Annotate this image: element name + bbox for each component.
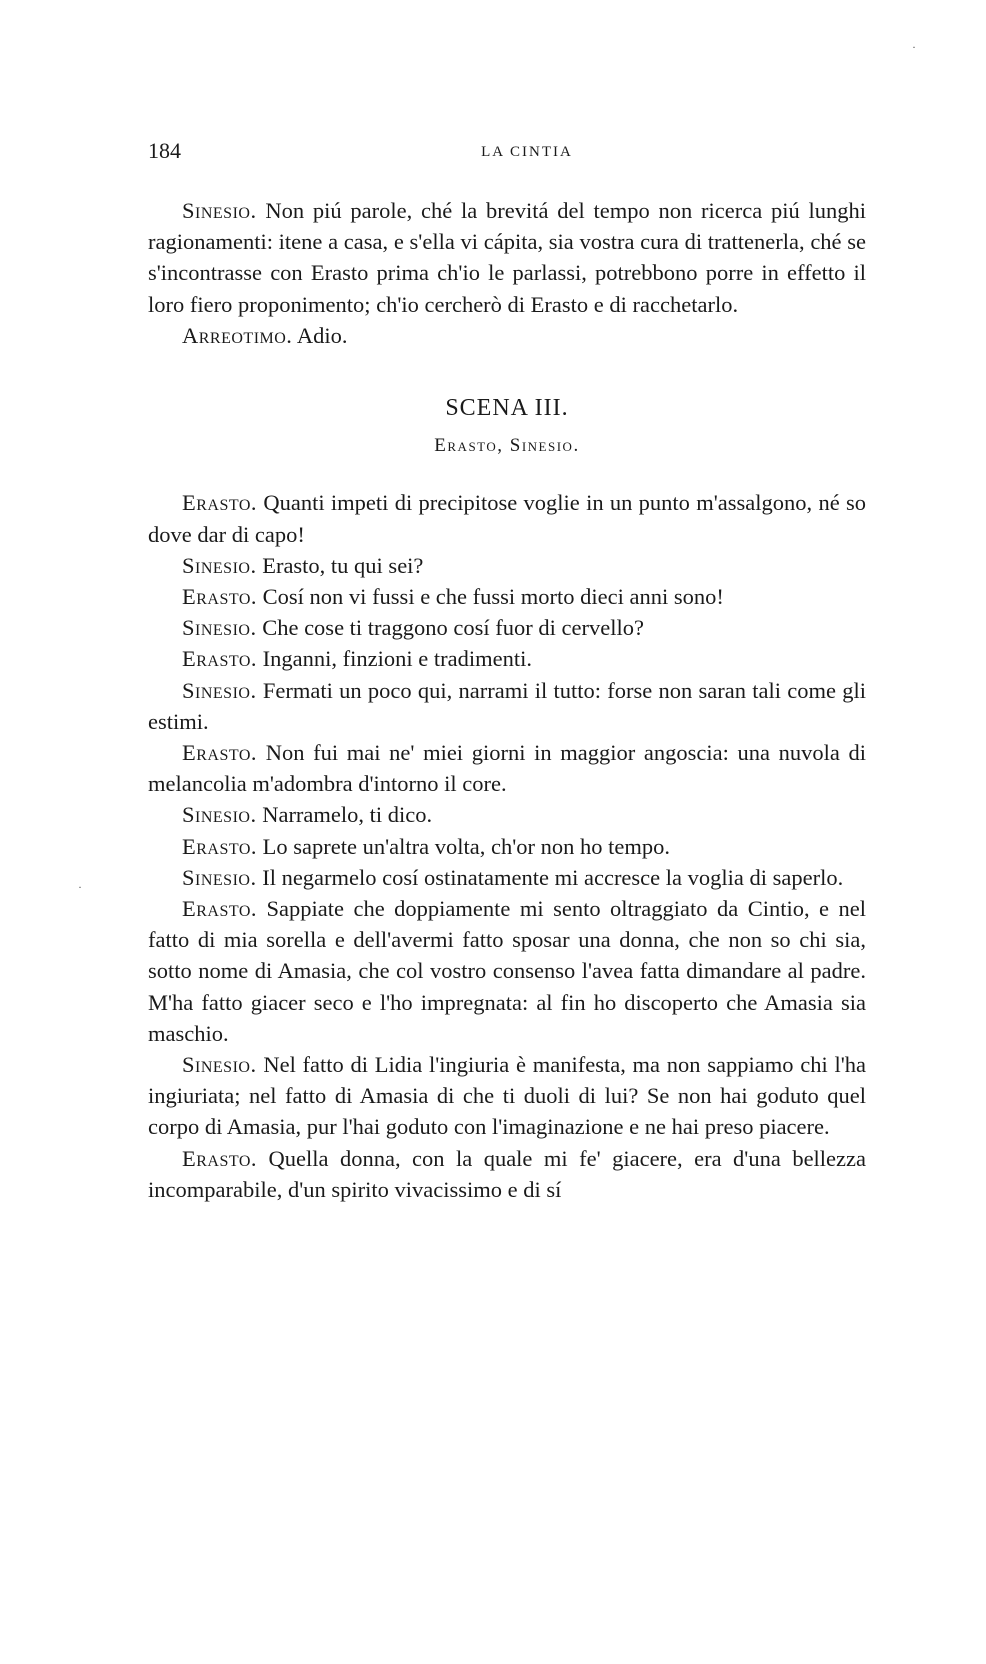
speech-text: Lo saprete un'altra volta, ch'or non ho tempo.	[262, 833, 671, 859]
speaker-name: Sinesio.	[182, 615, 257, 641]
speech-paragraph	[148, 612, 866, 643]
speech-text: Il negarmelo cosí ostinatamente mi accresce la voglia di saperlo.	[262, 864, 844, 890]
speech-text: Non fui mai ne' miei giorni in maggior angoscia: una nuvola di melancolia m'adombra d'intorno il core.	[148, 740, 867, 797]
speaker-name: Sinesio.	[182, 677, 257, 703]
speech-paragraph	[148, 195, 866, 320]
scan-speck: ·	[912, 40, 916, 54]
speech-text: Quanti impeti di precipitose voglie in un punto m'assalgono, né so dove dar di capo!	[148, 490, 867, 547]
speaker-name: Sinesio.	[182, 802, 257, 828]
speech-paragraph	[148, 550, 866, 581]
speech-text: Adio.	[296, 322, 348, 348]
body-text	[148, 195, 866, 1205]
speech-paragraph	[148, 320, 866, 351]
speech-paragraph	[148, 675, 866, 737]
scan-speck: ·	[78, 880, 82, 894]
speech-text: Nel fatto di Lidia l'ingiuria è manifesta, ma non sappiamo chi l'ha ingiuriata; nel fatto di Amasia di che ti duoli di lui? Se non hai goduto quel corpo di Amasia, pur l'hai goduto con l'imaginazione e ne hai preso piacere.	[148, 1052, 866, 1140]
running-title: LA CINTIA	[481, 144, 573, 160]
speech-paragraph	[148, 893, 866, 1049]
speech-paragraph	[148, 581, 866, 612]
speech-paragraph	[148, 831, 866, 862]
scene-characters: Erasto, Sinesio.	[434, 435, 580, 457]
speech-text: Narramelo, ti dico.	[262, 802, 433, 828]
speaker-name: Arreotimo.	[182, 322, 293, 348]
speaker-name: Sinesio.	[182, 864, 257, 890]
speaker-name: Erasto.	[182, 740, 258, 766]
speech-text: Quella donna, con la quale mi fe' giacere, era d'una bellezza incomparabile, d'un spirito vivacissimo e di sí	[148, 1145, 867, 1202]
speech-text: Fermati un poco qui, narrami il tutto: forse non saran tali come gli estimi.	[148, 677, 866, 734]
page-header	[148, 138, 876, 168]
speech-text: Non piú parole, ché la brevitá del tempo non ricerca piú lunghi ragionamenti: itene a casa, e s'ella vi cápita, sia vostra cura di trattenerla, ché se s'incontrasse con Erasto prima ch'io le parlassi, potrebbono porre in effetto il loro fiero proponimento; ch'io cercherò di Erasto e di racchetarlo.	[148, 198, 867, 317]
speaker-name: Sinesio.	[182, 198, 257, 223]
speech-text: Che cose ti traggono cosí fuor di cervello?	[262, 615, 644, 641]
speaker-name: Erasto.	[182, 646, 258, 672]
speech-text: Inganni, finzioni e tradimenti.	[262, 646, 532, 672]
speaker-name: Erasto.	[182, 896, 258, 922]
speech-paragraph	[148, 1143, 866, 1205]
speech-paragraph	[148, 1049, 866, 1143]
speech-paragraph	[148, 643, 866, 674]
page-number: 184	[148, 138, 181, 163]
speaker-name: Erasto.	[182, 1145, 258, 1171]
speaker-name: Sinesio.	[182, 1052, 257, 1078]
speech-paragraph	[148, 799, 866, 830]
scene-heading: SCENA III.	[445, 395, 569, 422]
speech-text: Erasto, tu qui sei?	[262, 552, 424, 578]
speaker-name: Erasto.	[182, 833, 258, 859]
speech-paragraph	[148, 737, 866, 799]
speech-text: Cosí non vi fussi e che fussi morto dieci anni sono!	[262, 584, 724, 610]
speech-text: Sappiate che doppiamente mi sento oltraggiato da Cintio, e nel fatto di mia sorella e dell'avermi fatto sposar una donna, che non so chi sia, sotto nome di Amasia, che col vostro consenso l'avea fatta dimandare al padre. M'ha fatto giacer seco e l'ho impregnata: al fin ho discoperto che Amasia sia maschio.	[148, 896, 867, 1046]
speech-paragraph	[148, 487, 866, 549]
speech-paragraph	[148, 862, 866, 893]
speaker-name: Erasto.	[182, 584, 258, 610]
speaker-name: Sinesio.	[182, 552, 257, 578]
speaker-name: Erasto.	[182, 490, 258, 516]
